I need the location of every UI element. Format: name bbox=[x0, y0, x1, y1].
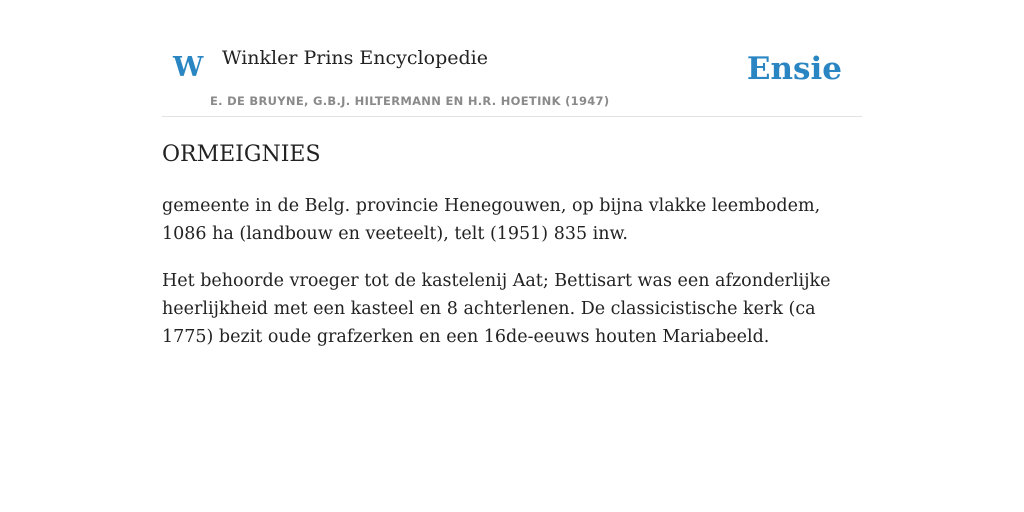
ensie-logo-link[interactable]: Ensie bbox=[746, 51, 842, 87]
header bbox=[162, 0, 862, 117]
article-paragraph-1: gemeente in de Belg. provincie Henegouwen, op bijna vlakke leembodem, 1086 ha (landbouw en veeteelt), telt (1951) 835 inw. bbox=[162, 196, 821, 244]
page bbox=[162, 0, 862, 512]
entry-title: ORMEIGNIES bbox=[162, 142, 321, 167]
article-paragraph-2: Het behoorde vroeger tot de kastelenij Aat; Bettisart was een afzonderlijke heerlijkheid met een kasteel en 8 achterlenen. De classicistische kerk (ca 1775) bezit oude grafzerken en een 16de-eeuws houten Mariabeeld. bbox=[162, 271, 831, 347]
site-title-link[interactable]: Winkler Prins Encyclopedie bbox=[222, 47, 488, 69]
winkler-prins-logo[interactable]: W bbox=[173, 52, 204, 83]
authors-line: E. DE BRUYNE, G.B.J. HILTERMANN EN H.R. HOETINK (1947) bbox=[210, 94, 610, 108]
